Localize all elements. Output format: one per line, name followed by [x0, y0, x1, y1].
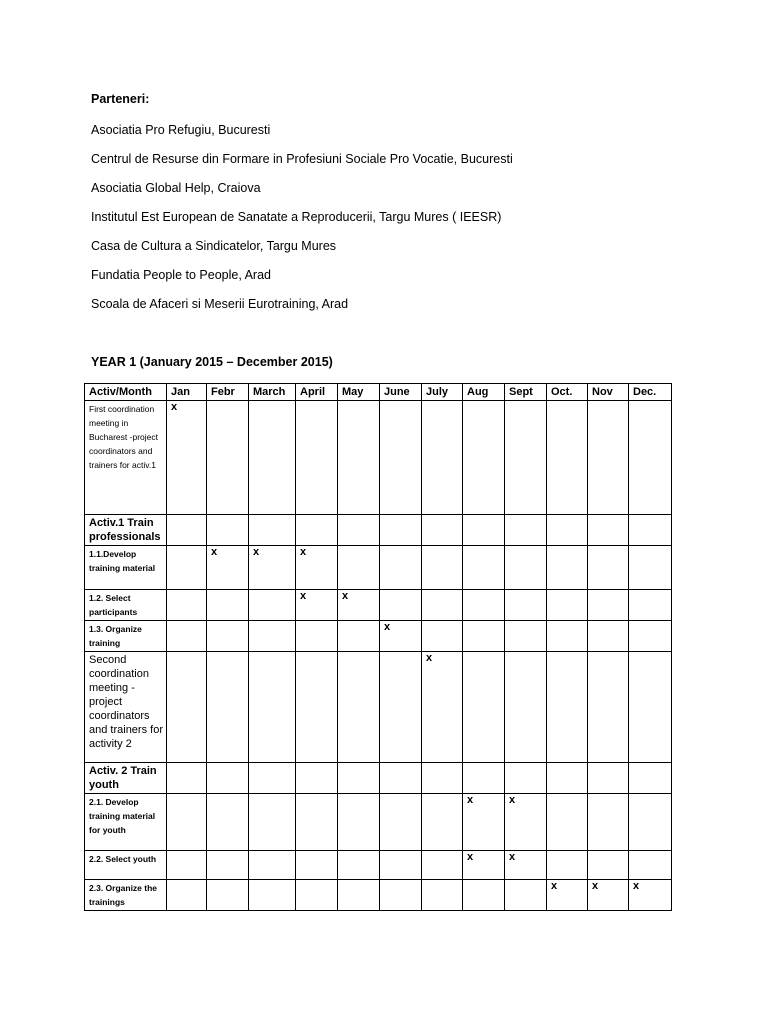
month-cell: [547, 794, 588, 851]
schedule-header-row: [85, 384, 672, 401]
month-cell: [338, 851, 380, 880]
month-cell: [338, 546, 380, 590]
month-cell: [207, 401, 249, 515]
month-cell: [547, 515, 588, 546]
month-cell: [629, 851, 672, 880]
month-cell: [629, 546, 672, 590]
month-cell: [207, 794, 249, 851]
mark-x: x: [300, 590, 307, 602]
mark-x: x: [509, 794, 516, 806]
month-cell: [249, 621, 296, 652]
header-cell: March: [249, 384, 296, 401]
month-cell: [505, 621, 547, 652]
month-cell: [167, 794, 207, 851]
header-cell: Febr: [207, 384, 249, 401]
month-cell: [296, 652, 338, 763]
month-cell: [422, 851, 463, 880]
month-cell: [167, 590, 207, 621]
month-cell: [588, 652, 629, 763]
mark-x: x: [253, 546, 260, 558]
mark-x: x: [426, 652, 433, 664]
month-cell: [463, 851, 505, 880]
mark-x: x: [509, 851, 516, 863]
month-cell: [380, 546, 422, 590]
month-cell: [249, 515, 296, 546]
month-cell: [380, 652, 422, 763]
month-cell: [207, 763, 249, 794]
month-cell: [296, 880, 338, 911]
month-cell: [338, 880, 380, 911]
month-cell: [249, 590, 296, 621]
activity-cell: 1.2. Select participants: [85, 590, 167, 621]
month-cell: [629, 794, 672, 851]
month-cell: [547, 880, 588, 911]
month-cell: [380, 515, 422, 546]
month-cell: [547, 851, 588, 880]
header-cell: Oct.: [547, 384, 588, 401]
month-cell: [338, 621, 380, 652]
month-cell: [422, 590, 463, 621]
mark-x: x: [171, 401, 178, 413]
month-cell: [338, 515, 380, 546]
month-cell: [338, 401, 380, 515]
partner-item: Scoala de Afaceri si Meserii Eurotraining, Arad: [91, 297, 349, 311]
month-cell: [547, 401, 588, 515]
month-cell: [167, 621, 207, 652]
month-cell: [380, 880, 422, 911]
month-cell: [380, 401, 422, 515]
activity-cell: 1.3. Organize training: [85, 621, 167, 652]
schedule-row: [85, 763, 672, 794]
schedule-row: [85, 515, 672, 546]
activity-cell: 1.1.Develop training material: [85, 546, 167, 590]
month-cell: [505, 652, 547, 763]
month-cell: [547, 652, 588, 763]
activity-cell: 2.2. Select youth: [85, 851, 167, 880]
month-cell: [463, 880, 505, 911]
header-cell: Sept: [505, 384, 547, 401]
month-cell: [463, 546, 505, 590]
month-cell: [588, 880, 629, 911]
month-cell: [463, 652, 505, 763]
month-cell: [296, 401, 338, 515]
month-cell: [629, 590, 672, 621]
month-cell: [167, 880, 207, 911]
header-cell: April: [296, 384, 338, 401]
month-cell: [338, 794, 380, 851]
month-cell: [588, 851, 629, 880]
month-cell: [380, 763, 422, 794]
month-cell: [338, 590, 380, 621]
mark-x: x: [633, 880, 640, 892]
month-cell: [167, 546, 207, 590]
month-cell: [338, 763, 380, 794]
month-cell: [463, 763, 505, 794]
header-cell: Jan: [167, 384, 207, 401]
header-cell: July: [422, 384, 463, 401]
month-cell: [207, 515, 249, 546]
month-cell: [380, 851, 422, 880]
header-cell: Dec.: [629, 384, 672, 401]
month-cell: [167, 515, 207, 546]
mark-x: x: [467, 851, 474, 863]
month-cell: [629, 401, 672, 515]
month-cell: [296, 794, 338, 851]
month-cell: [207, 621, 249, 652]
month-cell: [380, 794, 422, 851]
month-cell: [167, 652, 207, 763]
month-cell: [422, 401, 463, 515]
month-cell: [629, 880, 672, 911]
month-cell: [380, 621, 422, 652]
header-cell: Aug: [463, 384, 505, 401]
month-cell: [422, 546, 463, 590]
schedule-row: [85, 546, 672, 590]
month-cell: [463, 794, 505, 851]
mark-x: x: [211, 546, 218, 558]
month-cell: [207, 590, 249, 621]
month-cell: [167, 401, 207, 515]
activity-cell: First coordination meeting in Bucharest -project coordinators and trainers for activ.1: [85, 401, 167, 515]
month-cell: [505, 880, 547, 911]
month-cell: [422, 880, 463, 911]
activity-cell: Activ. 2 Train youth: [85, 763, 167, 794]
partners-list: [91, 122, 513, 325]
month-cell: [249, 794, 296, 851]
month-cell: [207, 546, 249, 590]
header-cell: May: [338, 384, 380, 401]
month-cell: [505, 794, 547, 851]
month-cell: [463, 401, 505, 515]
schedule-table: [84, 383, 672, 911]
schedule-row: [85, 794, 672, 851]
month-cell: [249, 401, 296, 515]
month-cell: [629, 763, 672, 794]
month-cell: [505, 401, 547, 515]
month-cell: [505, 515, 547, 546]
schedule-row: [85, 401, 672, 515]
month-cell: [588, 401, 629, 515]
schedule-title: YEAR 1 (January 2015 – December 2015): [91, 355, 333, 369]
month-cell: [167, 851, 207, 880]
month-cell: [296, 515, 338, 546]
header-cell: Nov: [588, 384, 629, 401]
month-cell: [588, 590, 629, 621]
month-cell: [249, 546, 296, 590]
schedule-row: [85, 880, 672, 911]
schedule-body: [85, 401, 672, 911]
month-cell: [296, 763, 338, 794]
month-cell: [505, 590, 547, 621]
month-cell: [547, 590, 588, 621]
month-cell: [207, 851, 249, 880]
month-cell: [588, 794, 629, 851]
month-cell: [207, 880, 249, 911]
month-cell: [422, 794, 463, 851]
month-cell: [249, 652, 296, 763]
schedule-row: [85, 652, 672, 763]
month-cell: [249, 880, 296, 911]
month-cell: [380, 590, 422, 621]
header-cell: Activ/Month: [85, 384, 167, 401]
partner-item: Institutul Est European de Sanatate a Reproducerii, Targu Mures ( IEESR): [91, 210, 502, 224]
activity-cell: Activ.1 Train professionals: [85, 515, 167, 546]
month-cell: [249, 763, 296, 794]
mark-x: x: [467, 794, 474, 806]
month-cell: [588, 763, 629, 794]
activity-cell: Second coordination meeting -project coordinators and trainers for activity 2: [85, 652, 167, 763]
mark-x: x: [551, 880, 558, 892]
month-cell: [588, 546, 629, 590]
partners-heading: Parteneri:: [91, 92, 150, 106]
mark-x: x: [342, 590, 349, 602]
month-cell: [629, 515, 672, 546]
month-cell: [422, 621, 463, 652]
schedule-row: [85, 590, 672, 621]
month-cell: [296, 590, 338, 621]
partner-item: Asociatia Global Help, Craiova: [91, 181, 261, 195]
month-cell: [547, 621, 588, 652]
partner-item: Centrul de Resurse din Formare in Profesiuni Sociale Pro Vocatie, Bucuresti: [91, 152, 513, 166]
schedule-row: [85, 851, 672, 880]
activity-cell: 2.3. Organize the trainings: [85, 880, 167, 911]
month-cell: [167, 763, 207, 794]
month-cell: [463, 621, 505, 652]
month-cell: [505, 851, 547, 880]
month-cell: [547, 546, 588, 590]
mark-x: x: [592, 880, 599, 892]
schedule-row: [85, 621, 672, 652]
month-cell: [296, 851, 338, 880]
month-cell: [588, 621, 629, 652]
month-cell: [547, 763, 588, 794]
partner-item: Fundatia People to People, Arad: [91, 268, 271, 282]
month-cell: [629, 652, 672, 763]
partner-item: Casa de Cultura a Sindicatelor, Targu Mures: [91, 239, 337, 253]
month-cell: [505, 546, 547, 590]
header-cell: June: [380, 384, 422, 401]
month-cell: [296, 621, 338, 652]
month-cell: [588, 515, 629, 546]
month-cell: [422, 652, 463, 763]
month-cell: [338, 652, 380, 763]
mark-x: x: [384, 621, 391, 633]
month-cell: [505, 763, 547, 794]
month-cell: [463, 590, 505, 621]
activity-cell: 2.1. Develop training material for youth: [85, 794, 167, 851]
month-cell: [629, 621, 672, 652]
month-cell: [422, 763, 463, 794]
month-cell: [207, 652, 249, 763]
mark-x: x: [300, 546, 307, 558]
month-cell: [463, 515, 505, 546]
month-cell: [296, 546, 338, 590]
month-cell: [249, 851, 296, 880]
month-cell: [422, 515, 463, 546]
partner-item: Asociatia Pro Refugiu, Bucuresti: [91, 123, 271, 137]
